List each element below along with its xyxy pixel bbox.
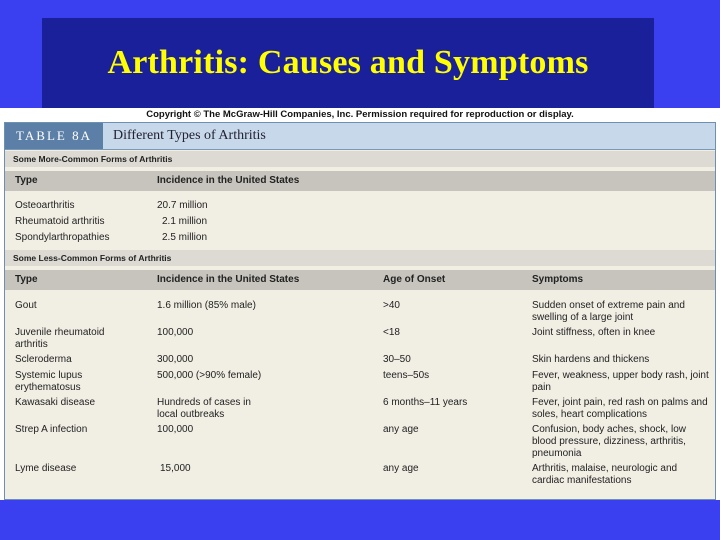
common-incidence-0: 20.7 million: [157, 200, 208, 211]
common-incidence-2: 2.5 million: [162, 232, 208, 243]
less-common-header-row: [5, 270, 715, 290]
header-age-of-onset: Age of Onset: [383, 274, 446, 285]
header-type: Type: [15, 175, 38, 186]
table-title: Different Types of Arthritis: [113, 128, 266, 143]
lc-onset-0: >40: [383, 300, 400, 311]
header-type: Type: [15, 274, 38, 285]
lc-onset-4: 6 months–11 years: [383, 397, 468, 408]
lc-type-1: Juvenile rheumatoid arthritis: [15, 327, 105, 350]
section-common-title: Some More-Common Forms of Arthritis: [5, 151, 715, 167]
lc-type-5: Strep A infection: [15, 424, 88, 435]
header-incidence: Incidence in the United States: [157, 274, 300, 285]
common-incidence-1: 2.1 million: [162, 216, 208, 227]
lc-symptoms-3: Fever, weakness, upper body rash, joint pain: [532, 370, 709, 393]
table-sheet: [0, 108, 720, 500]
table-label: TABLE 8A: [5, 123, 103, 149]
lc-type-4: Kawasaki disease: [15, 397, 96, 408]
section-less-common-title: Some Less-Common Forms of Arthritis: [5, 250, 715, 266]
lc-incidence-3: 500,000 (>90% female): [157, 370, 262, 381]
lc-incidence-4: Hundreds of cases in local outbreaks: [157, 397, 251, 420]
header-symptoms: Symptoms: [532, 274, 584, 285]
arthritis-table: [4, 122, 716, 500]
lc-incidence-5: 100,000: [157, 424, 194, 435]
title-box: [42, 18, 654, 108]
table-banner: [5, 123, 715, 150]
common-header-row: [5, 171, 715, 191]
lc-onset-1: <18: [383, 327, 400, 338]
lc-symptoms-5: Confusion, body aches, shock, low blood pressure, dizziness, arthritis, pneumonia: [532, 424, 686, 459]
copyright-notice: Copyright © The McGraw-Hill Companies, Inc. Permission required for reproduction or display.: [146, 109, 574, 120]
lc-incidence-1: 100,000: [157, 327, 194, 338]
lc-type-6: Lyme disease: [15, 463, 77, 474]
lc-incidence-0: 1.6 million (85% male): [157, 300, 256, 311]
lc-incidence-2: 300,000: [157, 354, 194, 365]
header-incidence: Incidence in the United States: [157, 175, 300, 186]
lc-symptoms-2: Skin hardens and thickens: [532, 354, 650, 365]
lc-symptoms-1: Joint stiffness, often in knee: [532, 327, 656, 338]
common-type-1: Rheumatoid arthritis: [15, 216, 105, 227]
lc-symptoms-4: Fever, joint pain, red rash on palms and soles, heart complications: [532, 397, 708, 420]
lc-onset-5: any age: [383, 424, 419, 435]
lc-symptoms-6: Arthritis, malaise, neurologic and cardiac manifestations: [532, 463, 678, 486]
lc-type-2: Scleroderma: [15, 354, 72, 365]
lc-symptoms-0: Sudden onset of extreme pain and swelling of a large joint: [532, 300, 685, 323]
lc-type-3: Systemic lupus erythematosus: [15, 370, 83, 393]
lc-onset-6: any age: [383, 463, 419, 474]
common-type-2: Spondylarthropathies: [15, 232, 110, 243]
slide-title: Arthritis: Causes and Symptoms: [107, 44, 589, 81]
lc-onset-2: 30–50: [383, 354, 411, 365]
lc-incidence-6: 15,000: [160, 463, 191, 474]
common-type-0: Osteoarthritis: [15, 200, 75, 211]
lc-onset-3: teens–50s: [383, 370, 430, 381]
lc-type-0: Gout: [15, 300, 37, 311]
